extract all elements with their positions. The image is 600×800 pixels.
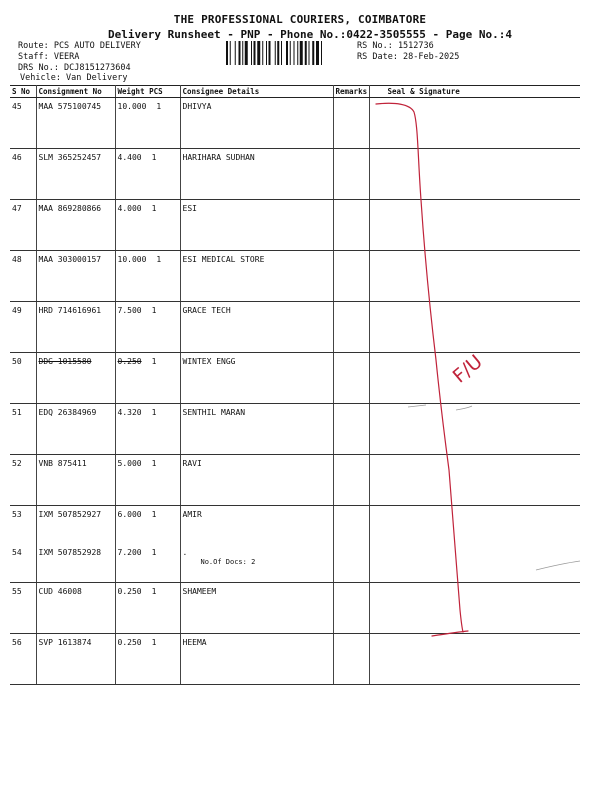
handwritten-fu: F/U xyxy=(448,350,487,388)
consignment-no: EDQ 26384969 xyxy=(36,404,115,455)
rs-date: RS Date: 28-Feb-2025 xyxy=(357,52,460,62)
consignee: SHAMEEM xyxy=(180,583,333,634)
sno: 45 xyxy=(10,98,36,149)
weight: 10.000 1 xyxy=(115,251,180,302)
consignee: RAVI xyxy=(180,455,333,506)
signature-cell xyxy=(369,583,580,634)
weight: 4.400 1 xyxy=(115,149,180,200)
consignee: ESI MEDICAL STORE xyxy=(180,251,333,302)
remarks xyxy=(333,506,369,545)
consignee: HARIHARA SUDHAN xyxy=(180,149,333,200)
company-title: THE PROFESSIONAL COURIERS, COIMBATORE xyxy=(173,13,427,26)
consignment-no: CUD 46008 xyxy=(36,583,115,634)
barcode-bar xyxy=(254,41,256,65)
table-row xyxy=(10,200,580,251)
consignment-no: MAA 869280866 xyxy=(36,200,115,251)
weight: 4.000 1 xyxy=(115,200,180,251)
consignment-no: VNB 875411 xyxy=(36,455,115,506)
col-consignment: Consignment No xyxy=(36,86,115,98)
barcode-bar xyxy=(309,41,310,65)
table-row xyxy=(10,544,580,583)
weight: 0.250 1 xyxy=(115,583,180,634)
barcode-bar xyxy=(242,41,243,65)
table-row xyxy=(10,353,580,404)
barcode-bar xyxy=(245,41,248,65)
barcode-bar xyxy=(266,41,267,65)
consignment-no: SVP 1613874 xyxy=(36,634,115,685)
sno: 47 xyxy=(10,200,36,251)
sno: 52 xyxy=(10,455,36,506)
runsheet-title: Delivery Runsheet - PNP - Phone No.:0422-3505555 - Page No.:4 xyxy=(108,28,512,41)
runsheet-table xyxy=(10,85,580,685)
sno: 56 xyxy=(10,634,36,685)
signature-cell xyxy=(369,634,580,685)
consignment-no: MAA 575100745 xyxy=(36,98,115,149)
remarks xyxy=(333,251,369,302)
remarks xyxy=(333,634,369,685)
barcode-bar xyxy=(269,41,271,65)
barcode-bar xyxy=(262,41,263,65)
barcode-bar xyxy=(257,41,260,65)
signature-cell xyxy=(369,455,580,506)
rs-number: RS No.: 1512736 xyxy=(357,41,434,51)
table-header xyxy=(10,86,580,98)
barcode-bar xyxy=(294,41,295,65)
barcode-bar xyxy=(321,41,322,65)
barcode-bar xyxy=(277,41,279,65)
remarks xyxy=(333,200,369,251)
col-sno: S No xyxy=(10,86,36,98)
barcode-bar xyxy=(251,41,252,65)
barcode-bar xyxy=(230,41,231,65)
sno: 49 xyxy=(10,302,36,353)
signature-cell xyxy=(369,149,580,200)
sno: 55 xyxy=(10,583,36,634)
vehicle-label: Vehicle: Van Delivery xyxy=(20,73,128,83)
weight: 4.320 1 xyxy=(115,404,180,455)
remarks xyxy=(333,98,369,149)
barcode xyxy=(226,41,351,65)
docs-count: No.Of Docs: 2 xyxy=(200,558,256,566)
signature-cell xyxy=(369,302,580,353)
sno: 53 xyxy=(10,506,36,545)
consignment-no: IXM 507852927 xyxy=(36,506,115,545)
weight: 7.500 1 xyxy=(115,302,180,353)
signature-cell xyxy=(369,251,580,302)
consignee: GRACE TECH xyxy=(180,302,333,353)
consignment-no: SLM 365252457 xyxy=(36,149,115,200)
col-remarks: Remarks xyxy=(333,86,369,98)
table-row xyxy=(10,98,580,149)
col-signature: Seal & Signature xyxy=(369,86,580,98)
barcode-bar xyxy=(275,41,276,65)
table-row xyxy=(10,634,580,685)
barcode-bar xyxy=(297,41,298,65)
table-row xyxy=(10,455,580,506)
consignee: DHIVYA xyxy=(180,98,333,149)
table-row xyxy=(10,404,580,455)
weight: 6.000 1 xyxy=(115,506,180,545)
consignment-no: IXM 507852928 xyxy=(36,544,115,583)
barcode-bar xyxy=(290,41,291,65)
staff-label: Staff: VEERA xyxy=(18,52,80,62)
barcode-bar xyxy=(235,41,236,65)
consignee: . No.Of Docs: 2 xyxy=(180,544,333,583)
signature-cell xyxy=(369,350,580,404)
remarks xyxy=(333,404,369,455)
consignee: WINTEX ENGG xyxy=(180,353,333,404)
remarks xyxy=(333,544,369,583)
col-weight-pcs: Weight PCS xyxy=(115,86,180,98)
signature-cell xyxy=(369,98,580,149)
remarks xyxy=(333,455,369,506)
signature-cell xyxy=(369,544,580,583)
weight: 5.000 1 xyxy=(115,455,180,506)
route-label: Route: PCS AUTO DELIVERY xyxy=(18,41,141,51)
table-row xyxy=(10,149,580,200)
sno: 50 xyxy=(10,353,36,404)
barcode-bar xyxy=(312,41,314,65)
weight: 10.000 1 xyxy=(115,98,180,149)
signature-cell xyxy=(369,404,580,455)
consignee: ESI xyxy=(180,200,333,251)
sno: 51 xyxy=(10,404,36,455)
barcode-bar xyxy=(286,41,288,65)
table-row xyxy=(10,583,580,634)
drs-number: DRS No.: DCJ8151273604 xyxy=(18,63,131,73)
table-row xyxy=(10,251,580,302)
remarks xyxy=(333,583,369,634)
table-row xyxy=(10,302,580,353)
consignment-no: HRD 714616961 xyxy=(36,302,115,353)
remarks xyxy=(333,149,369,200)
barcode-bar xyxy=(305,41,307,65)
weight: 0.250 1 xyxy=(115,634,180,685)
col-consignee: Consignee Details xyxy=(180,86,333,98)
consignment-no: MAA 303000157 xyxy=(36,251,115,302)
table-row xyxy=(10,506,580,545)
barcode-bar xyxy=(281,41,282,65)
signature-cell xyxy=(369,506,580,545)
consignment-no: DDG 1015580 xyxy=(36,353,115,404)
signature-cell xyxy=(369,200,580,251)
remarks xyxy=(333,302,369,353)
weight: 7.200 1 xyxy=(115,544,180,583)
consignee: AMIR xyxy=(180,506,333,545)
barcode-bar xyxy=(300,41,303,65)
barcode-bar xyxy=(316,41,319,65)
barcode-bar xyxy=(239,41,241,65)
sno: 48 xyxy=(10,251,36,302)
weight: 0.250 1 xyxy=(115,353,180,404)
consignee: HEEMA xyxy=(180,634,333,685)
consignee: SENTHIL MARAN xyxy=(180,404,333,455)
remarks xyxy=(333,353,369,404)
sno: 54 xyxy=(10,544,36,583)
sno: 46 xyxy=(10,149,36,200)
barcode-bar xyxy=(226,41,228,65)
